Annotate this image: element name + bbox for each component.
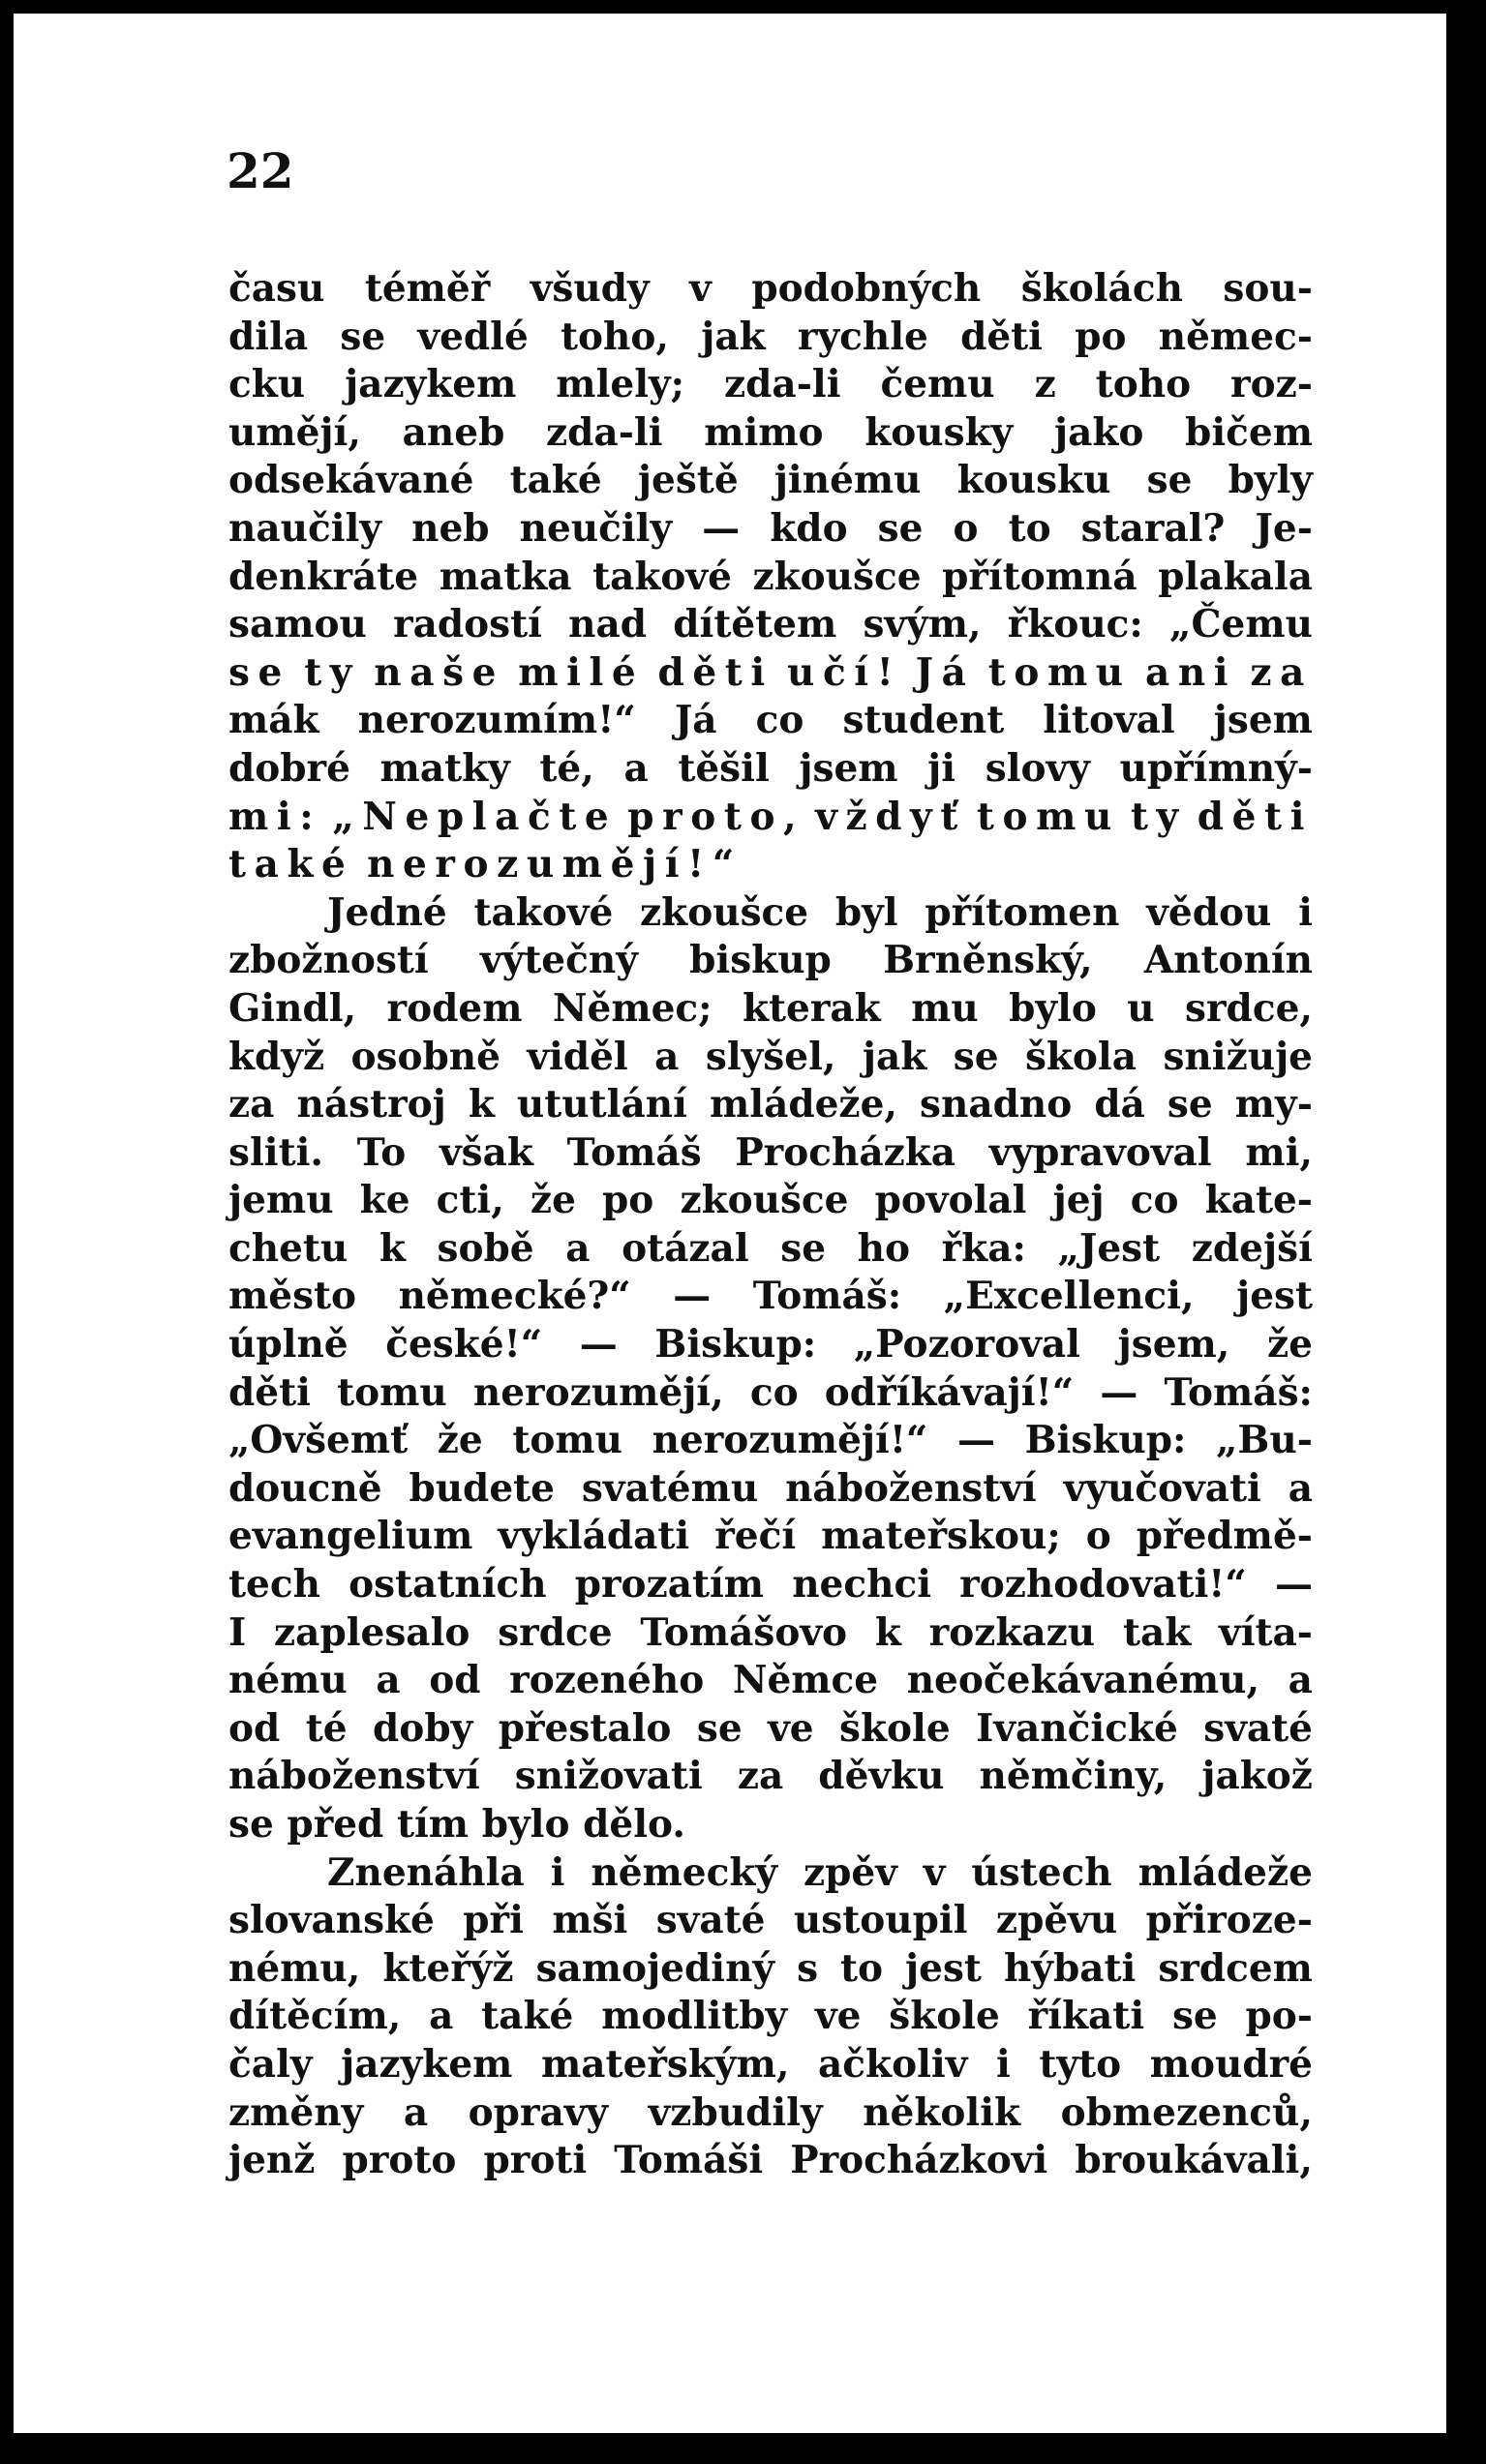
book-page [14, 14, 1446, 2433]
text-line: dobré matky té, a těšil jsem ji slovy upřímný- [228, 745, 1313, 791]
text-line: když osobně viděl a slyšel, jak se škola snižuje [228, 1034, 1313, 1079]
text-line: děti tomu nerozumějí, co odříkávají!“ — Tomáš: [228, 1369, 1313, 1415]
text-line: také nerozumějí!“ [228, 842, 743, 887]
text-line: Gindl, rodem Němec; kterak mu bylo u srdce, [228, 985, 1313, 1031]
text-line: zbožností výtečný biskup Brněnský, Antonín [228, 938, 1313, 983]
text-line: mi: „Neplačte proto, vždyť tomu ty děti [228, 794, 1313, 839]
body-text [228, 265, 1313, 2185]
text-line: nému, kteřýž samojediný s to jest hýbati srdcem [228, 1945, 1313, 1991]
text-line: od té doby přestalo se ve škole Ivančické svaté [228, 1705, 1313, 1751]
text-line: naučily neb neučily — kdo se o to staral? Je- [228, 505, 1313, 551]
text-line: času téměř všudy v podobných školách sou- [228, 266, 1313, 311]
text-line: změny a opravy vzbudily několik obmezenců, [228, 2089, 1313, 2135]
text-line: umějí, aneb zda-li mimo kousky jako bičem [228, 409, 1313, 455]
text-line: náboženství snižovati za děvku němčiny, jakož [228, 1754, 1313, 1799]
text-line: mák nerozumím!“ Já co student litoval jsem [228, 698, 1313, 743]
text-line: dítěcím, a také modlitby ve škole říkati se po- [228, 1994, 1313, 2039]
text-line: město německé?“ — Tomáš: „Excellenci, jest [228, 1274, 1313, 1319]
text-line: jemu ke cti, že po zkoušce povolal jej co kate- [228, 1178, 1313, 1223]
text-line: nému a od rozeného Němce neočekávanému, a [228, 1658, 1313, 1703]
text-line: samou radostí nad dítětem svým, řkouc: „Čemu [228, 602, 1313, 647]
page-number: 22 [227, 142, 294, 199]
text-line: odsekávané také ještě jinému kousku se byly [228, 458, 1313, 503]
text-line: úplně české!“ — Biskup: „Pozoroval jsem, že [228, 1322, 1313, 1367]
text-line: slovanské při mši svaté ustoupil zpěvu přiroze- [228, 1898, 1313, 1943]
text-line: Jedné takové zkoušce byl přítomen vědou i [327, 889, 1313, 935]
text-line: I zaplesalo srdce Tomášovo k rozkazu tak vítа- [228, 1609, 1313, 1655]
text-line: za nástroj k ututlání mládeže, snadno dá se my- [228, 1082, 1313, 1127]
text-line: doucně budete svatému náboženství vyučovati a [228, 1465, 1313, 1511]
text-line: dila se vedlé toho, jak rychle děti po němec- [228, 314, 1313, 359]
text-line: cku jazykem mlely; zda-li čemu z toho roz- [228, 362, 1313, 407]
text-line: evangelium vykládati řečí mateřskou; o předmě- [228, 1514, 1313, 1559]
text-line: se před tím bylo dělo. [228, 1802, 685, 1847]
text-line: jenž proto proti Tomáši Procházkovi broukávali, [228, 2138, 1313, 2183]
text-line: čaly jazykem mateřským, ačkoliv i tyto moudré [228, 2041, 1313, 2087]
text-line: denkráte matka takové zkoušce přítomná plakala [228, 554, 1313, 599]
text-line: se ty naše milé děti učí! Já tomu ani za [228, 649, 1313, 695]
text-line: tech ostatních prozatím nechci rozhodovati!“ — [228, 1562, 1313, 1608]
text-line: „Ovšemť že tomu nerozumějí!“ — Biskup: „Bu- [228, 1418, 1313, 1463]
text-line: chetu k sobě a otázal se ho řka: „Jest zdejší [228, 1225, 1313, 1271]
text-line: Znenáhla i německý zpěv v ústech mládeže [327, 1849, 1313, 1895]
text-line: sliti. To však Tomáš Procházka vypravoval mi, [228, 1129, 1313, 1175]
